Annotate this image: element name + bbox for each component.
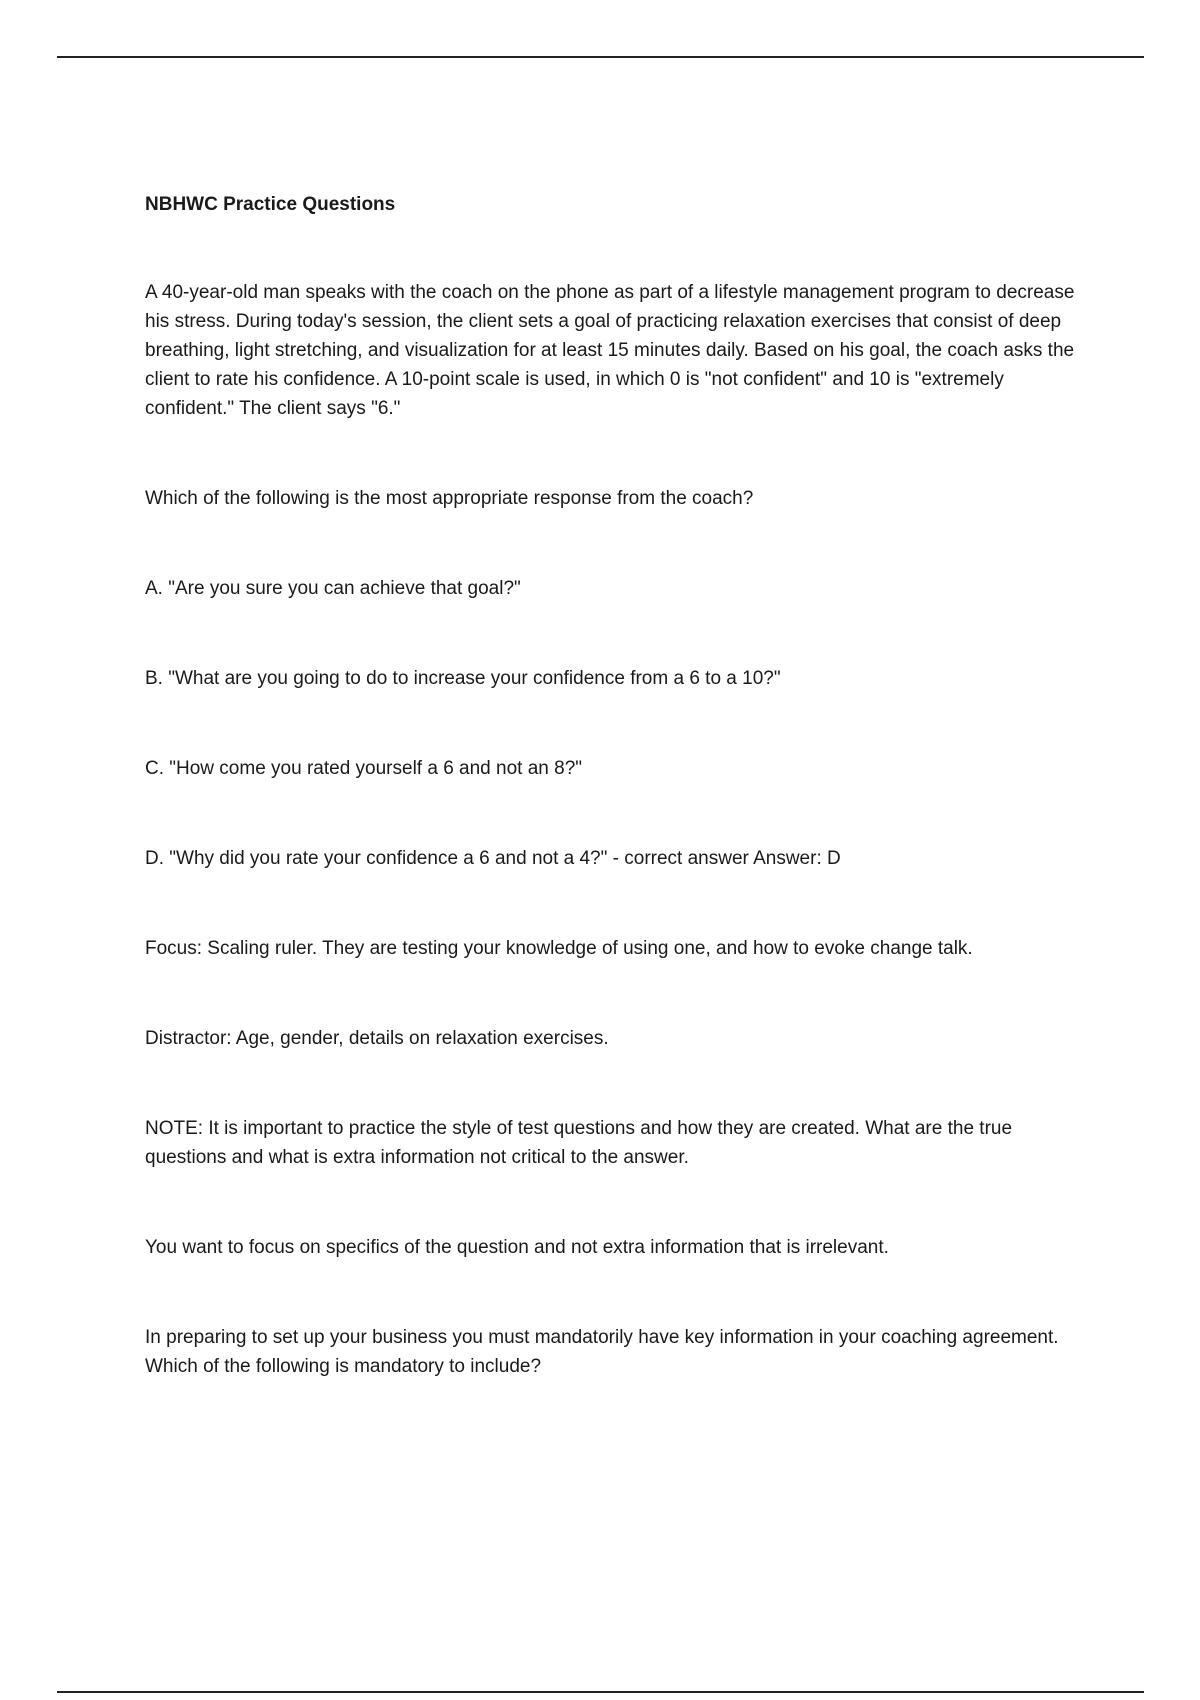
header-rule: [57, 56, 1144, 58]
focus-tip: You want to focus on specifics of the question and not extra information that is irrelevant.: [145, 1237, 889, 1258]
document-title: NBHWC Practice Questions: [145, 194, 396, 215]
important-note: NOTE: It is important to practice the style of test questions and how they are created. What are the true questions and what is extra information not critical to the answer.: [145, 1118, 1013, 1168]
question-prompt: Which of the following is the most appropriate response from the coach?: [145, 488, 754, 509]
answer-option-c: C. "How come you rated yourself a 6 and not an 8?": [145, 758, 583, 779]
answer-option-b: B. "What are you going to do to increase your confidence from a 6 to a 10?": [145, 668, 781, 689]
answer-option-a: A. "Are you sure you can achieve that goal?": [145, 578, 521, 599]
footer-rule: [57, 1691, 1144, 1693]
focus-note: Focus: Scaling ruler. They are testing your knowledge of using one, and how to evoke change talk.: [145, 938, 973, 959]
question-scenario: A 40-year-old man speaks with the coach on the phone as part of a lifestyle management program to decrease his stress. During today's session, the client sets a goal of practicing relaxation exercises that consist of deep breathing, light stretching, and visualization for at least 15 minutes daily. Based on his goal, the coach asks the client to rate his confidence. A 10-point scale is used, in which 0 is "not confident" and 10 is "extremely confident." The client says "6.": [145, 282, 1075, 419]
distractor-note: Distractor: Age, gender, details on relaxation exercises.: [145, 1028, 609, 1049]
next-question: In preparing to set up your business you must mandatorily have key information in your coaching agreement. Which of the following is mandatory to include?: [145, 1327, 1059, 1377]
document-body: [145, 190, 1085, 1381]
answer-option-d: D. "Why did you rate your confidence a 6 and not a 4?" - correct answer Answer: D: [145, 848, 841, 869]
